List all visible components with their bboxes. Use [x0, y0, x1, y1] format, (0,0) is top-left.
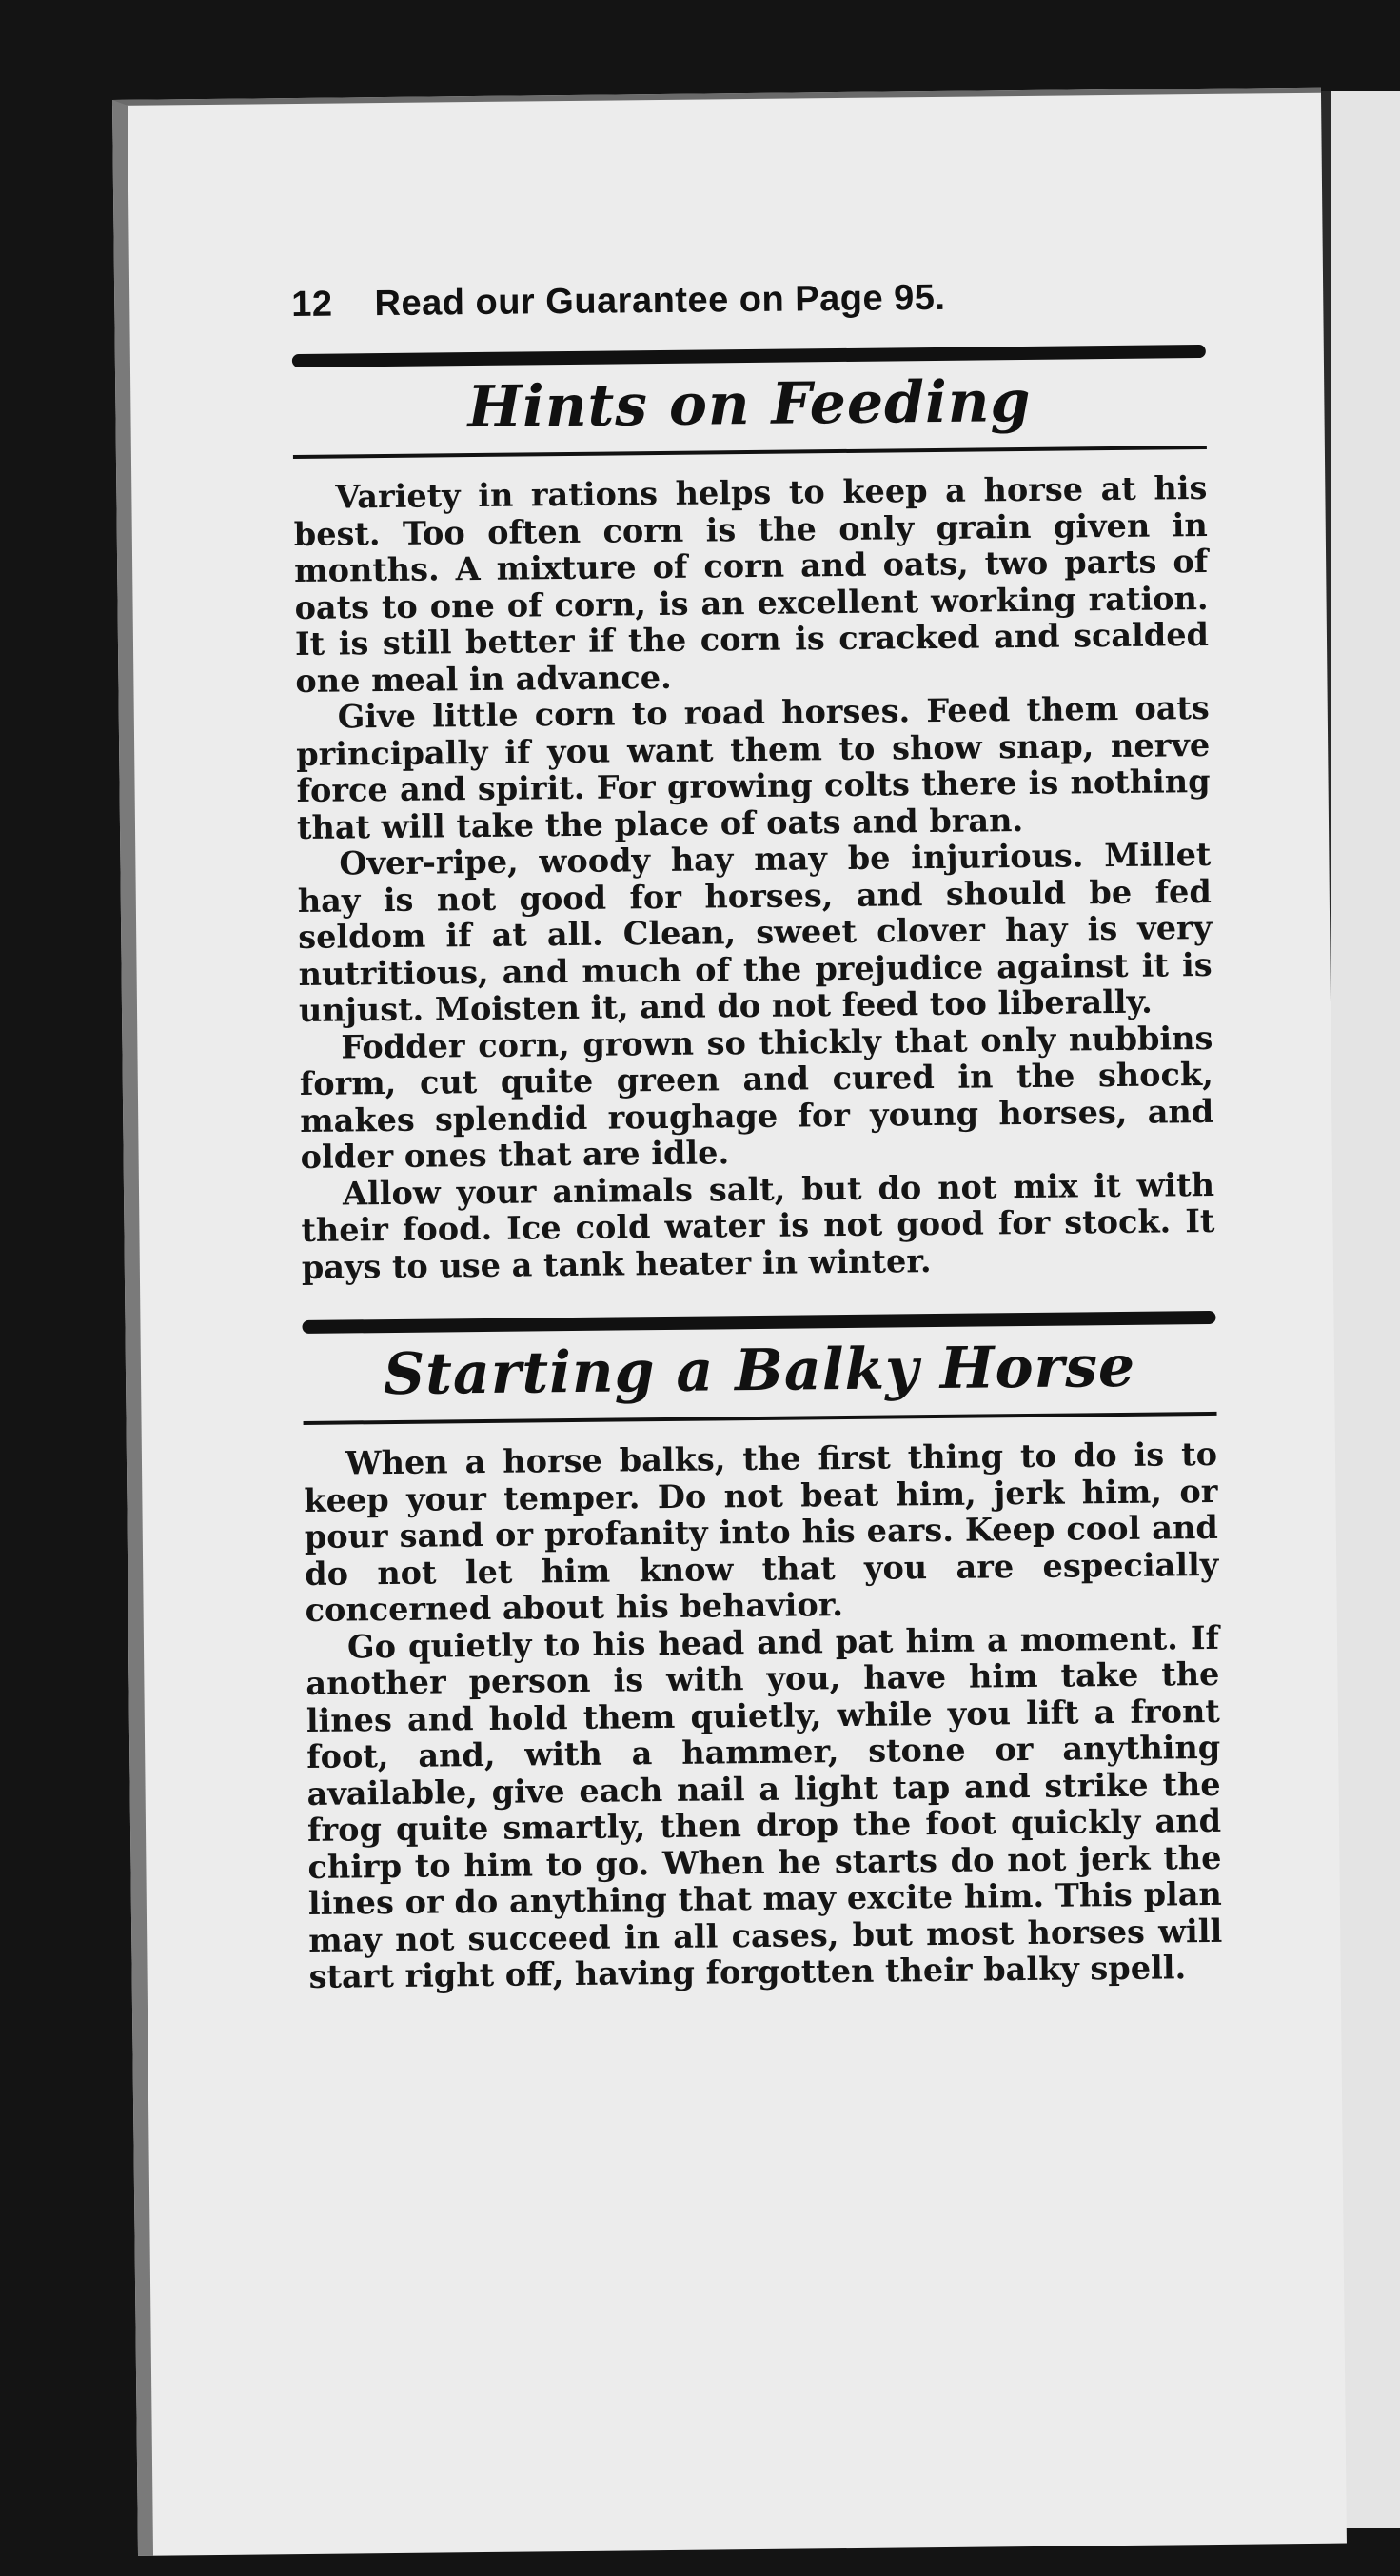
section-body: [304, 1437, 1223, 1996]
paragraph: Allow your animals salt, but do not mix it with their food. Ice cold water is not good for stock. It pays to use a tank heater in winter.: [301, 1165, 1215, 1286]
paragraph: Give little corn to road horses. Feed them oats principally if you want them to show snap, nerve force and spirit. For growing colts there is nothing that will take the place of oats and bran.: [296, 688, 1211, 846]
paragraph: Over-ripe, woody hay may be injurious. Millet hay is not good for horses, and should be fed seldom if at all. Clean, sweet clover hay is very nutritious, and much of the prejudice against it is unjust. Moisten it, and do not feed too liberally.: [297, 835, 1213, 1029]
paragraph: When a horse balks, the first thing to do is to keep your temper. Do not beat him, jerk him, or pour sand or profanity into his ears. Keep cool and do not let him know that you are especially concerned about his behavior.: [304, 1435, 1219, 1629]
book-page: [112, 88, 1347, 2556]
page-content: [291, 275, 1223, 1995]
paragraph: Go quietly to his head and pat him a moment. If another person is with you, have him take the lines and hold them quietly, while you lift a front foot, and, with a hammer, stone or anything available, give each nail a light tap and strike the frog quite smartly, then drop the foot quickly and chirp to him to go. When he starts do not jerk the lines or do anything that may excite him. This plan may not succeed in all cases, but most horses will start right off, having forgotten their balky spell.: [306, 1618, 1223, 1995]
running-head-text: Read our Guarantee on Page 95.: [374, 277, 946, 325]
section-rule-top: [292, 345, 1206, 367]
section-title: Hints on Feeding: [467, 367, 1032, 442]
section-hints-on-feeding: [292, 345, 1215, 1286]
section-body: [293, 470, 1215, 1286]
paragraph: Fodder corn, grown so thickly that only nubbins form, cut quite green and cured in the shock, makes splendid roughage for young horses, and older ones that are idle.: [299, 1019, 1214, 1176]
section-starting-a-balky-horse: [302, 1311, 1222, 1996]
page-number: 12: [291, 284, 333, 326]
section-rule-bottom: [304, 1412, 1217, 1425]
paragraph: Variety in rations helps to keep a horse at his best. Too often corn is the only grain given in months. A mixture of corn and oats, two parts of oats to one of corn, is an excellent working ration. It is still better if the corn is cracked and scalded one meal in advance.: [293, 468, 1210, 700]
section-rule-top: [302, 1311, 1215, 1334]
section-title: Starting a Balky Horse: [383, 1333, 1136, 1409]
running-head: [291, 275, 1205, 326]
section-rule-bottom: [293, 446, 1207, 459]
